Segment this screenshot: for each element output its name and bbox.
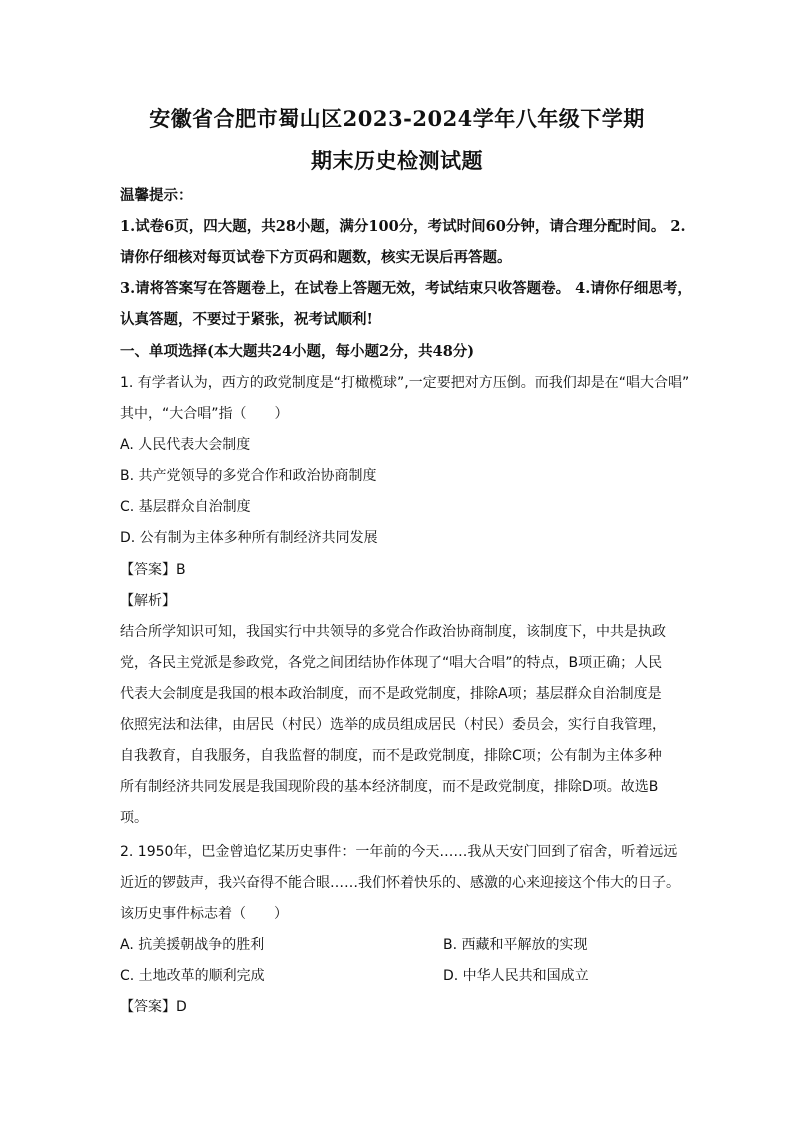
q2-option-d: D. 中华人民共和国成立: [443, 968, 589, 984]
page-subtitle: 期末历史检测试题: [311, 148, 483, 173]
q2-answer: 【答案】D: [120, 999, 187, 1015]
q1-analysis-line: 项。: [120, 810, 148, 826]
q1-option-d: D. 公有制为主体多种所有制经济共同发展: [120, 530, 378, 546]
q2-option-c: C. 土地改革的顺利完成: [120, 968, 265, 984]
q1-analysis-line: 依照宪法和法律，由居民（村民）选举的成员组成居民（村民）委员会，实行自我管理，: [120, 717, 666, 733]
section-heading: 一、单项选择(本大题共24小题，每小题2分，共48分): [120, 343, 475, 360]
q1-stem: 1. 有学者认为，西方的政党制度是“打橄榄球”,一定要把对方压倒。而我们却是在“唱大合唱”: [120, 375, 690, 391]
q1-stem: 其中，“大合唱”指（ ）: [120, 406, 289, 422]
q1-analysis-line: 党，各民主党派是参政党，各党之间团结协作体现了“唱大合唱”的特点，B项正确；人民: [120, 655, 663, 671]
tip-line: 认真答题，不要过于紧张，祝考试顺利!: [120, 311, 373, 328]
q1-option-b: B. 共产党领导的多党合作和政治协商制度: [120, 468, 377, 484]
q1-analysis-line: 结合所学知识可知，我国实行中共领导的多党合作政治协商制度，该制度下，中共是执政: [120, 624, 666, 640]
q1-option-a: A. 人民代表大会制度: [120, 437, 251, 453]
q2-stem: 该历史事件标志着（ ）: [120, 906, 288, 922]
q1-answer: 【答案】B: [120, 562, 186, 578]
q2-option-b: B. 西藏和平解放的实现: [443, 937, 588, 953]
q1-analysis-line: 所有制经济共同发展是我国现阶段的基本经济制度，而不是政党制度，排除D项。故选B: [120, 779, 659, 795]
q1-analysis-line: 代表大会制度是我国的根本政治制度，而不是政党制度，排除A项；基层群众自治制度是: [120, 686, 662, 702]
q1-analysis-line: 自我教育，自我服务，自我监督的制度，而不是政党制度，排除C项；公有制为主体多种: [120, 748, 662, 764]
tip-line: 请你仔细核对每页试卷下方页码和题数，核实无误后再答题。: [120, 249, 512, 266]
tip-line: 3.请将答案写在答题卷上，在试卷上答题无效，考试结束只收答题卷。 4.请你仔细思考，: [120, 280, 692, 297]
tip-line: 1.试卷6页，四大题，共28小题，满分100分，考试时间60分钟，请合理分配时间。 2.: [120, 218, 686, 235]
q2-stem: 近近的锣鼓声，我兴奋得不能合眼……我们怀着快乐的、感激的心来迎接这个伟大的日子。: [120, 875, 680, 891]
q2-stem: 2. 1950年，巴金曾追忆某历史事件：一年前的今天……我从天安门回到了宿舍，听着远远: [120, 844, 678, 860]
tips-heading: 温馨提示：: [120, 187, 193, 204]
q2-option-a: A. 抗美援朝战争的胜利: [120, 937, 265, 953]
q1-analysis-heading: 【解析】: [120, 593, 176, 609]
page-title: 安徽省合肥市蜀山区2023-2024学年八年级下学期: [149, 106, 645, 131]
q1-option-c: C. 基层群众自治制度: [120, 499, 251, 515]
